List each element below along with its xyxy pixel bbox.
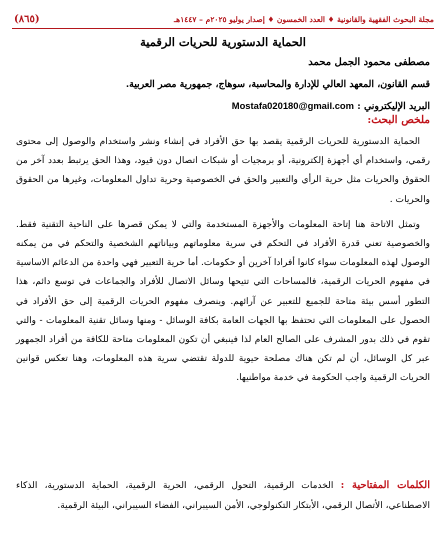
abstract-paragraph-1: الحماية الدستورية للحريات الرقمية يقصد بها حق الأفراد في إنشاء ونشر واستخدام والوصول إلى محتوى رقمي، واستخدام أي أجهزة إلكترونية، أو برمجيات أو شبكات اتصال دون قيود، وهذا الحق يرتبط بعدد آخر من الحقوق والحريات مثل حرية الرأي والتعبير والحق في الخصوصية وحرية تداول المعلومات، وغيرها من الحقوق والحريات . [16, 137, 430, 205]
keywords-label: الكلمات المفتاحية : [340, 480, 430, 491]
keywords-section [16, 476, 430, 516]
abstract-body [16, 133, 430, 389]
abstract-heading: ملخص البحث: [367, 114, 430, 126]
header-rule [12, 28, 434, 29]
author-affiliation: قسم القانون، المعهد العالي للإدارة والمحاسبة، سوهاج، جمهورية مصر العربية. [125, 79, 430, 90]
abstract-paragraph-2: وتمثل الاتاحة هنا إتاحة المعلومات والأجهزة المستخدمة والتي لا يمكن قصرها على الناحية التقنية فقط. والخصوصية تعني قدرة الأفراد في التحكم في سرية معلوماتهم وبياناتهم الشخصية والتحكم في من يمكنه الوصول لهذه المعلومات سواء كانوا أفرادا آخرين أو حكومات. أما حرية التعبير فهي واحدة من الدعائم الاساسية في مفهوم الحريات الرقمية، فالمساحات التي تتيحها وسائل الاتصال للأفراد والجماعات في توسع دائم، هذا التطور أسس بيئة متاحة للجميع للتعبير عن آرائهم. وينصرف مفهوم الحريات الرقمية إلى حق الأفراد في الحصول على المعلومات التي تحتفظ بها الجهات العامة بكافة الوسائل - ومنها وسائل تقنية المعلومات - والتي تقوم في ذلك بدور المشرف على الصالح العام لذا فينبغي أن تكون المعلومات متاحة للكافة من أفراد الجمهور عبر كل الوسائل، أن لم تكن هناك مصلحة حيوية للدولة تقتضي سرية هذه المعلومات، وهنا تعكس قوانين الحريات الرقمية واجب الحكومة في خدمة مواطنيها. [16, 219, 430, 384]
paper-title: الحماية الدستورية للحريات الرقمية [140, 35, 306, 49]
author-name: مصطفى محمود الجمل محمد [308, 57, 430, 68]
email-label: البريد الإليكتروني : [357, 101, 430, 112]
page-number: (٨٦٥) [14, 13, 40, 25]
running-header [14, 10, 434, 28]
email-link[interactable]: Mostafa020180@gmail.com [231, 100, 354, 111]
email-row [232, 100, 430, 112]
journal-name: مجلة البحوث الفقهية والقانونية ♦ العدد الخمسون ♦ إصدار يوليو ٢٠٢٥م – ١٤٤٧هـ [173, 14, 434, 24]
keywords-text: الخدمات الرقمية، التحول الرقمي، الحرية الرقمية، الحماية الدستورية، الذكاء الاصطناعي، الأتصال الرقمي، الأبتكار التكنولوجي، الأمن السيبراني، الفضاء السيبراني، البيئة الرقمية. [16, 481, 430, 511]
